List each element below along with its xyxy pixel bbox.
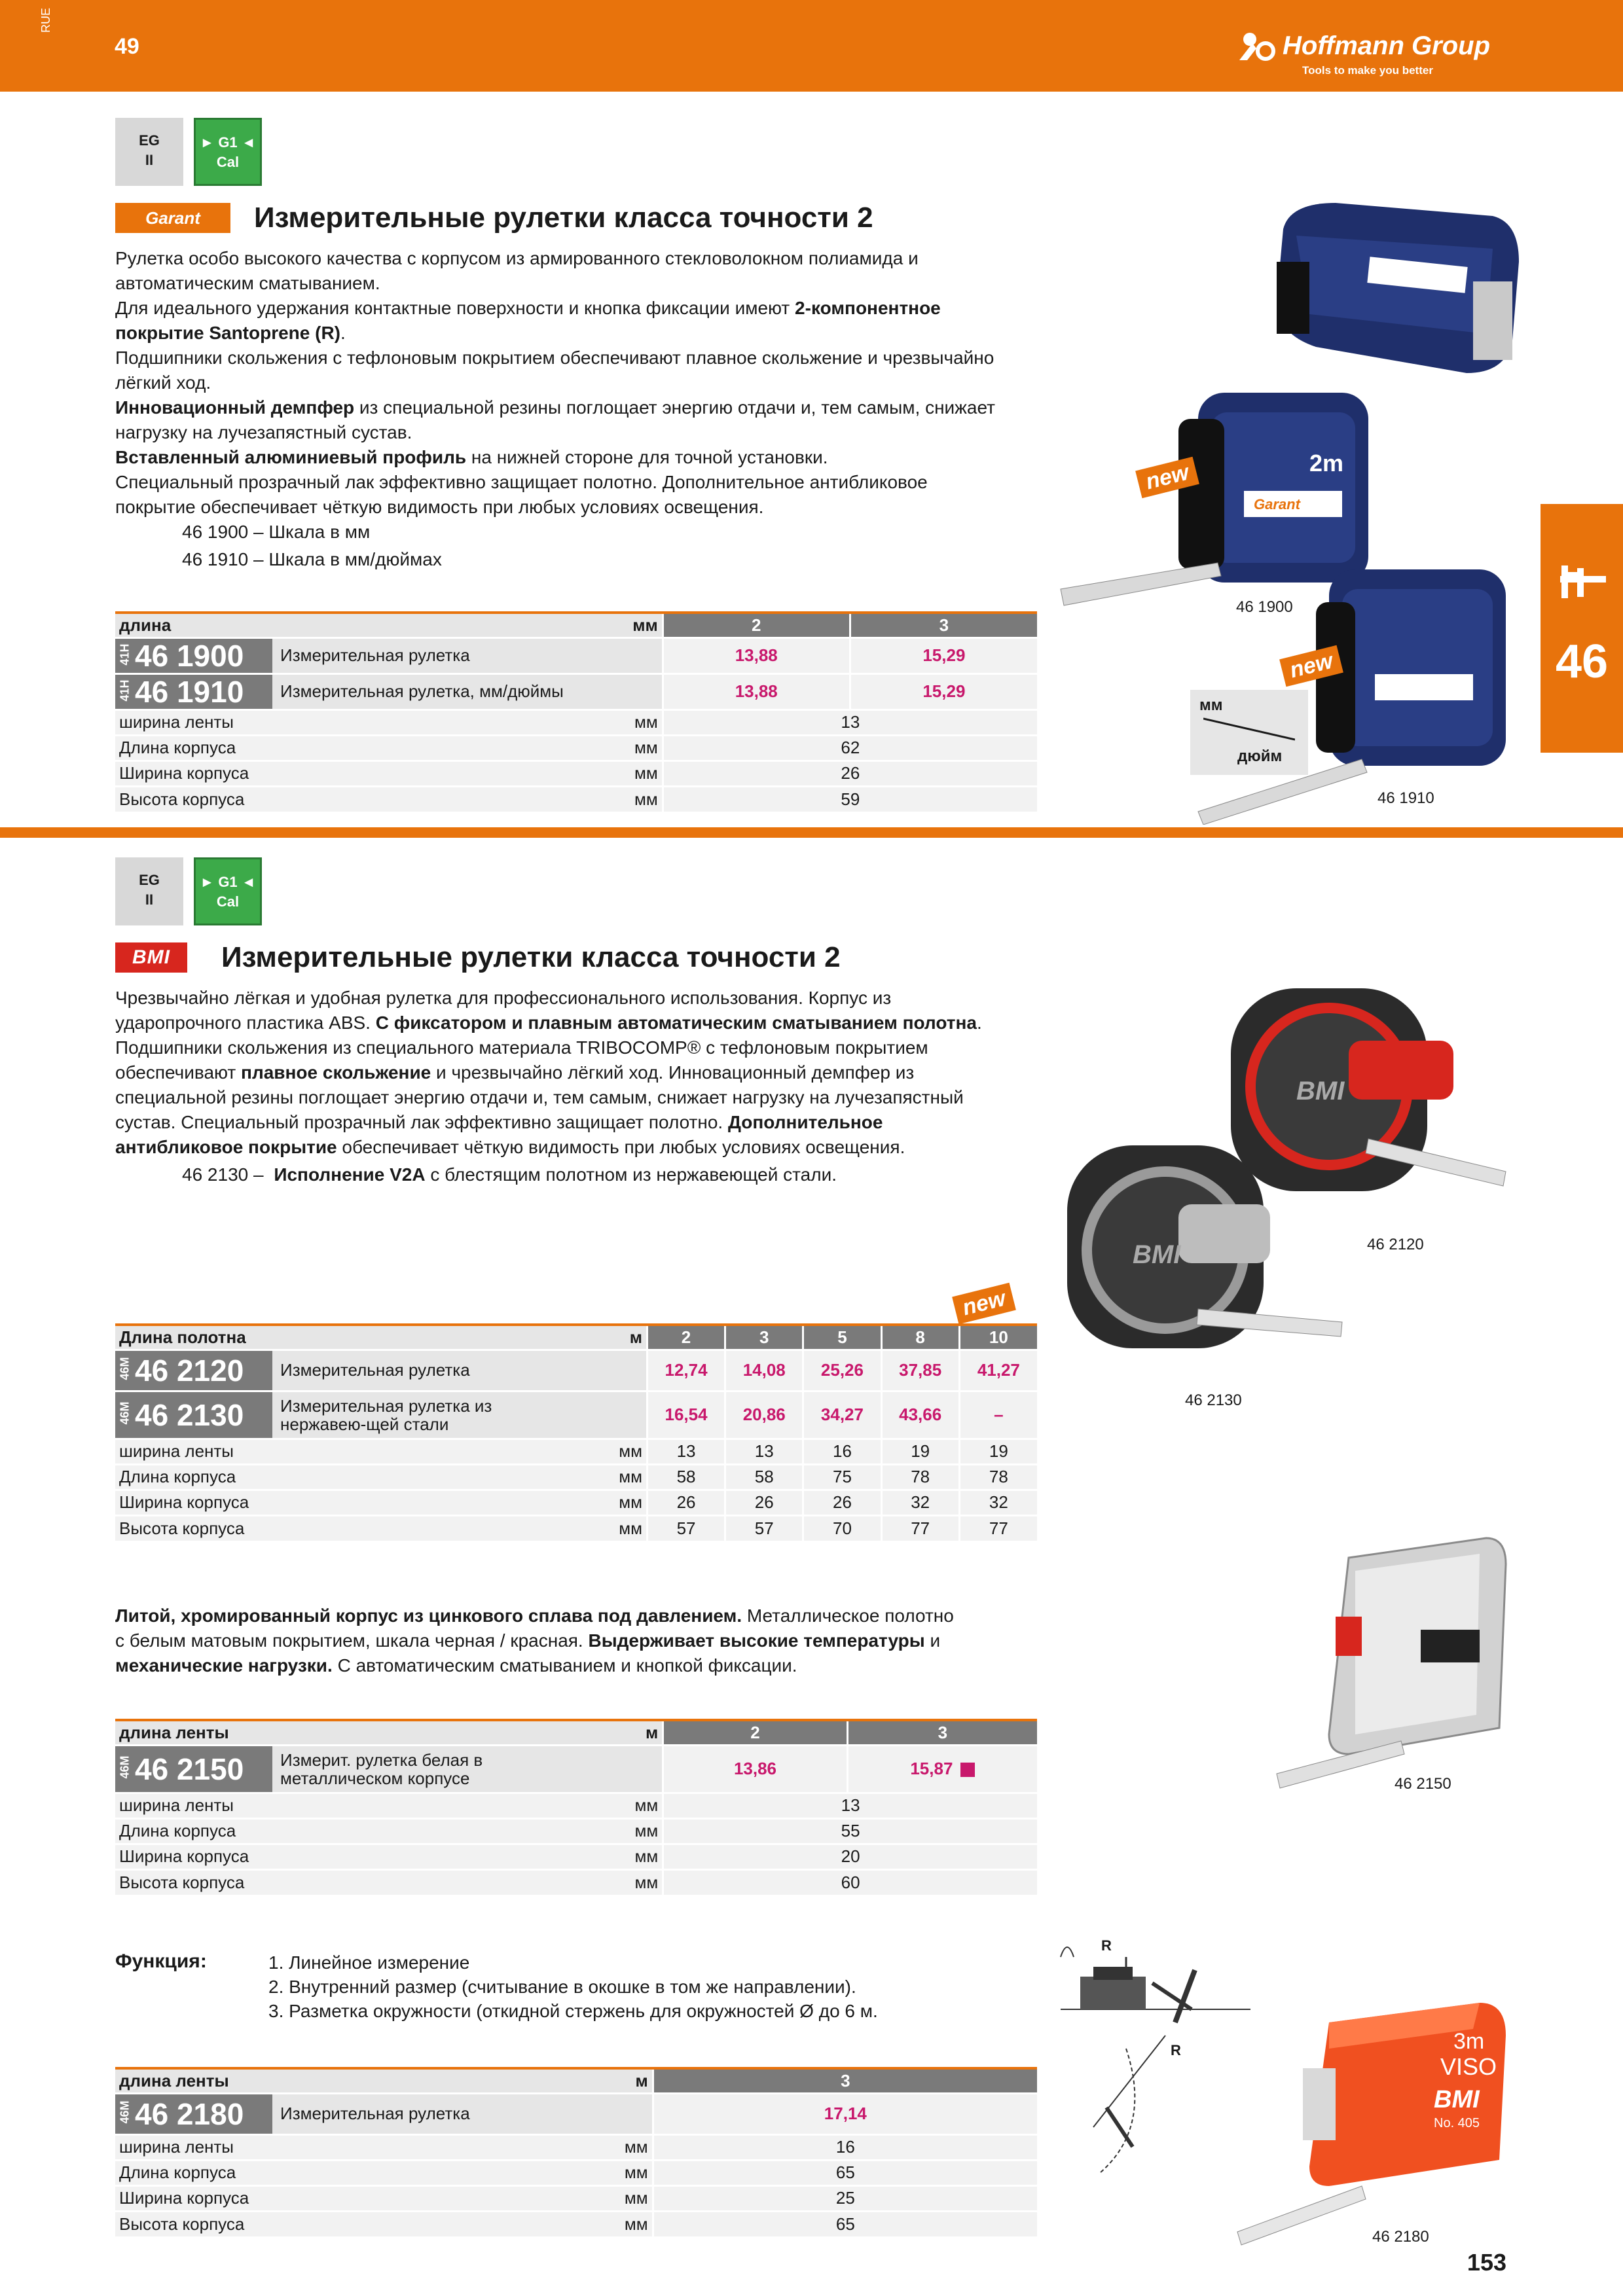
stock-marker-icon: [960, 1763, 975, 1777]
section3-table: [115, 1719, 1037, 1895]
spec-row: [115, 1464, 1037, 1490]
garant-brand-logo: Garant: [115, 203, 230, 233]
paragraph-line: [115, 1060, 982, 1085]
spec-value: 59: [663, 786, 1037, 812]
spec-value: 26: [647, 1490, 725, 1515]
text-run: Подшипники скольжения с тефлоновым покрытием обеспечивают плавное скольжение и чрезвычайно: [115, 348, 994, 368]
article-prefix: 41H: [118, 643, 132, 666]
product-label: 3m: [1453, 2029, 1485, 2054]
header-unit: м: [540, 2068, 653, 2093]
column-header: 3: [850, 613, 1037, 637]
paragraph-line: [115, 296, 995, 321]
article-number: 46 2120: [135, 1353, 244, 1388]
new-tag: new: [1279, 645, 1343, 687]
spec-row: [115, 786, 1037, 812]
spec-value: 19: [959, 1439, 1037, 1464]
section2-title: Измерительные рулетки класса точности 2: [221, 941, 841, 973]
eg-class-badge: [115, 118, 183, 186]
function-label: Функция:: [115, 1950, 207, 1972]
spec-value: 77: [881, 1515, 959, 1541]
text-run: ударопрочного пластика ABS.: [115, 1013, 376, 1033]
table-row[interactable]: [115, 673, 1037, 709]
badge-eg-line2: II: [145, 891, 154, 908]
paragraph-line: [115, 1035, 982, 1060]
spec-label: ширина ленты: [115, 709, 547, 735]
spec-value: 32: [881, 1490, 959, 1515]
function-item: 2. Внутренний размер (считывание в окошке в том же направлении).: [268, 1977, 856, 1997]
table-row[interactable]: [115, 1745, 1037, 1793]
spec-value: 60: [663, 1869, 1037, 1895]
header-label: длина ленты: [115, 2068, 540, 2093]
paragraph-line: [115, 246, 995, 271]
spec-row: [115, 2185, 1037, 2211]
chapter-tab[interactable]: [1541, 504, 1623, 753]
text-run: из специальной резины поглощает энергию отдачи и, тем самым, снижает: [354, 397, 995, 418]
spec-value: 20: [663, 1844, 1037, 1869]
spec-unit: мм: [547, 761, 663, 786]
bold-run: Литой, хромированный корпус из цинкового сплава под давлением.: [115, 1605, 742, 1626]
chapter-number: 46: [1555, 636, 1609, 688]
article-prefix: 46M: [118, 1401, 132, 1425]
table-row[interactable]: [115, 1391, 1037, 1439]
paragraph-line: [115, 1135, 982, 1160]
badge-eg-line2: II: [145, 152, 154, 168]
spec-value: 13: [663, 709, 1037, 735]
text-run: обеспечивают: [115, 1062, 242, 1083]
column-header: 3: [653, 2068, 1037, 2093]
spec-unit: мм: [540, 2185, 653, 2211]
price: 15,87: [910, 1759, 953, 1778]
spec-label: ширина ленты: [115, 1793, 548, 1818]
paragraph-line: [115, 1110, 982, 1135]
spec-unit: мм: [540, 2160, 653, 2185]
column-header: 2: [663, 613, 850, 637]
scale-note: 46 1910 – Шкала в мм/дюймах: [182, 549, 442, 569]
page-number-top: 49: [115, 34, 139, 59]
spec-row: [115, 761, 1037, 786]
bold-run: Дополнительное: [727, 1112, 883, 1132]
image-ref: 46 2150: [1395, 1775, 1451, 1793]
section1-scale-notes: [182, 520, 442, 572]
spec-unit: мм: [540, 2134, 653, 2160]
badge-eg-line1: EG: [139, 872, 160, 888]
spec-unit: мм: [548, 1869, 663, 1895]
price: 34,27: [803, 1391, 881, 1439]
text-run: покрытие обеспечивает чёткую видимость при любых условиях освещения.: [115, 497, 764, 517]
spec-value: 16: [803, 1439, 881, 1464]
article-code[interactable]: [115, 639, 272, 673]
product-label: VISO: [1440, 2053, 1497, 2080]
product-label: BMI: [1434, 2086, 1480, 2113]
unit-inch: дюйм: [1237, 747, 1283, 765]
spec-row: [115, 1793, 1037, 1818]
spec-unit: мм: [548, 1844, 663, 1869]
article-description: Измерит. рулетка белая в металлическом корпусе: [280, 1749, 483, 1788]
function-item: 3. Разметка окружности (откидной стержень для окружностей Ø до 6 м.: [268, 2001, 878, 2021]
bold-run: С фиксатором и плавным автоматическим сматыванием полотна: [375, 1013, 977, 1033]
spec-label: Длина корпуса: [115, 1818, 548, 1844]
radius-label: R: [1101, 1937, 1112, 1954]
spec-row: [115, 2211, 1037, 2236]
section4-table: [115, 2067, 1037, 2236]
header-label: длина ленты: [115, 1720, 548, 1745]
spec-row: [115, 1439, 1037, 1464]
spec-unit: мм: [536, 1464, 647, 1490]
article-code[interactable]: [115, 675, 272, 709]
unit-indicator: [1190, 690, 1308, 775]
header-unit: м: [536, 1325, 647, 1350]
paragraph-line: [115, 271, 995, 296]
text-run: с белым матовым покрытием, шкала черная / красная.: [115, 1630, 589, 1651]
price: 25,26: [803, 1350, 881, 1391]
column-header: 3: [725, 1325, 803, 1350]
image-ref: 46 2130: [1185, 1391, 1242, 1409]
text-run: С автоматическим сматыванием и кнопкой фиксации.: [332, 1655, 797, 1676]
spec-unit: мм: [540, 2211, 653, 2236]
variant-bold: Исполнение V2A: [274, 1164, 426, 1185]
spec-row: [115, 1818, 1037, 1844]
spec-label: Высота корпуса: [115, 1869, 548, 1895]
spec-row: [115, 1490, 1037, 1515]
page-number: 153: [1467, 2249, 1506, 2276]
scale-note: 46 1900 – Шкала в мм: [182, 522, 371, 542]
column-header: 2: [647, 1325, 725, 1350]
spec-row: [115, 2134, 1037, 2160]
spec-value: 58: [725, 1464, 803, 1490]
bold-run: Выдерживает высокие температуры: [588, 1630, 925, 1651]
article-prefix: 46M: [118, 1755, 132, 1779]
variant-code: 46 2130 –: [182, 1164, 264, 1185]
variant-rest: с блестящим полотном из нержавеющей стали.: [425, 1164, 837, 1185]
spec-row: [115, 2160, 1037, 2185]
article-code[interactable]: [115, 2094, 272, 2134]
text-run: обеспечивает чёткую видимость при любых условиях освещения.: [337, 1137, 905, 1157]
spec-label: Ширина корпуса: [115, 1844, 548, 1869]
spec-value: 13: [647, 1439, 725, 1464]
price: –: [959, 1391, 1037, 1439]
tape-measure-image: [1061, 1139, 1349, 1374]
spec-unit: мм: [548, 1793, 663, 1818]
spec-label: Ширина корпуса: [115, 2185, 540, 2211]
product-label: No. 405: [1434, 2116, 1480, 2130]
spec-label: Длина корпуса: [115, 735, 547, 761]
text-run: нагрузку на лучезапястный сустав.: [115, 422, 412, 442]
article-number: 46 2130: [135, 1397, 244, 1432]
section3-description: [115, 1604, 954, 1678]
spec-unit: мм: [547, 786, 663, 812]
spec-value: 57: [725, 1515, 803, 1541]
spec-value: 19: [881, 1439, 959, 1464]
spec-label: Высота корпуса: [115, 1515, 536, 1541]
header-label: длина: [115, 613, 547, 637]
product-label: Garant: [1254, 496, 1300, 512]
header-unit: мм: [547, 613, 663, 637]
paragraph-line: [115, 370, 995, 395]
text-run: специальной резины поглощает энергию отдачи и, тем самым, снижает нагрузку на лучезапястный: [115, 1087, 964, 1107]
product-label: BMI: [1133, 1240, 1181, 1269]
section1-description: [115, 246, 995, 520]
spec-value: 13: [663, 1793, 1037, 1818]
tape-measure-image: [1270, 1532, 1519, 1806]
text-run: лёгкий ход.: [115, 372, 211, 393]
price: 14,08: [725, 1350, 803, 1391]
diagonal-line-icon: [1203, 716, 1295, 742]
price: 13,86: [663, 1745, 848, 1793]
text-run: .: [976, 1013, 982, 1033]
spec-value: 55: [663, 1818, 1037, 1844]
spec-label: Ширина корпуса: [115, 761, 547, 786]
spec-unit: мм: [547, 709, 663, 735]
paragraph-line: [115, 495, 995, 520]
paragraph-line: [115, 470, 995, 495]
spec-label: Длина корпуса: [115, 2160, 540, 2185]
price: 15,29: [850, 673, 1037, 709]
spec-row: [115, 709, 1037, 735]
column-header: 10: [959, 1325, 1037, 1350]
spec-label: Длина корпуса: [115, 1464, 536, 1490]
spec-value: 70: [803, 1515, 881, 1541]
language-code: RUE: [39, 7, 52, 33]
paragraph-line: [115, 445, 995, 470]
article-code[interactable]: [115, 1392, 272, 1438]
spec-value: 58: [647, 1464, 725, 1490]
column-header: 3: [847, 1720, 1037, 1745]
spec-label: Высота корпуса: [115, 786, 547, 812]
unit-mm: мм: [1199, 696, 1223, 714]
badge-g1-line1: ► G1 ◄: [200, 874, 256, 890]
text-run: сустав. Специальный прозрачный лак эффективно защищает полотно.: [115, 1112, 728, 1132]
calibration-badge: [194, 857, 262, 925]
column-header: 8: [881, 1325, 959, 1350]
bold-run: механические нагрузки.: [115, 1655, 333, 1676]
badge-eg-line1: EG: [139, 132, 160, 149]
paragraph-line: [115, 986, 982, 1011]
product-label: 2m: [1309, 450, 1344, 476]
spec-label: ширина ленты: [115, 2134, 540, 2160]
price: 17,14: [653, 2093, 1037, 2134]
new-tag: new: [952, 1283, 1016, 1325]
text-run: Металлическое полотно: [742, 1605, 954, 1626]
text-run: Подшипники скольжения из специального материала TRIBOCOMP® с тефлоновым покрытием: [115, 1037, 928, 1058]
section1-table: [115, 611, 1037, 812]
brand-name: Hoffmann Group: [1283, 31, 1491, 60]
eg-class-badge: [115, 857, 183, 925]
paragraph-line: [115, 346, 995, 370]
text-run: автоматическим сматыванием.: [115, 273, 380, 293]
article-description: Измерительная рулетка: [280, 1360, 470, 1380]
article-prefix: 46M: [118, 1357, 132, 1380]
article-number: 46 1910: [135, 674, 244, 709]
article-prefix: 41H: [118, 679, 132, 702]
function-item: 1. Линейное измерение: [268, 1952, 470, 1973]
text-run: Чрезвычайно лёгкая и удобная рулетка для профессионального использования. Корпус из: [115, 988, 892, 1008]
spec-value: 65: [653, 2211, 1037, 2236]
text-run: Специальный прозрачный лак эффективно защищает полотно. Дополнительное антибликовое: [115, 472, 928, 492]
price: 12,74: [647, 1350, 725, 1391]
paragraph-line: [115, 1604, 954, 1628]
image-ref: 46 1910: [1377, 789, 1434, 807]
section-divider: [0, 827, 1623, 838]
brand-tagline: Tools to make you better: [1302, 64, 1433, 77]
paragraph-line: [115, 1628, 954, 1653]
price: 13,88: [663, 637, 850, 673]
section1-title: Измерительные рулетки класса точности 2: [254, 202, 873, 234]
spec-row: [115, 1869, 1037, 1895]
price: 15,29: [850, 637, 1037, 673]
spec-row: [115, 1515, 1037, 1541]
text-run: и чрезвычайно лёгкий ход. Инновационный демпфер из: [431, 1062, 915, 1083]
spec-label: Высота корпуса: [115, 2211, 540, 2236]
image-ref: 46 1900: [1236, 598, 1293, 616]
calibration-badge: [194, 118, 262, 186]
badge-g1-line1: ► G1 ◄: [200, 134, 256, 151]
text-run: и: [924, 1630, 941, 1651]
spec-unit: мм: [536, 1439, 647, 1464]
article-description: Измерительная рулетка из нержавею-щей стали: [280, 1395, 492, 1434]
price: 41,27: [959, 1350, 1037, 1391]
header-label: Длина полотна: [115, 1325, 536, 1350]
product-label: BMI: [1296, 1077, 1345, 1105]
column-header: 5: [803, 1325, 881, 1350]
spec-value: 57: [647, 1515, 725, 1541]
text-run: на нижней стороне для точной установки.: [466, 447, 828, 467]
price: 16,54: [647, 1391, 725, 1439]
bold-run: антибликовое покрытие: [115, 1137, 337, 1157]
bold-run: плавное скольжение: [241, 1062, 431, 1083]
bold-run: покрытие Santoprene (R): [115, 323, 340, 343]
article-number: 46 1900: [135, 638, 244, 673]
spec-value: 78: [881, 1464, 959, 1490]
paragraph-line: [115, 395, 995, 420]
text-run: .: [340, 323, 346, 343]
spec-value: 16: [653, 2134, 1037, 2160]
bmi-brand-logo: BMI: [115, 942, 187, 973]
spec-value: 32: [959, 1490, 1037, 1515]
price: 37,85: [881, 1350, 959, 1391]
paragraph-line: [115, 1085, 982, 1110]
paragraph-line: [115, 1653, 954, 1678]
spec-value: 62: [663, 735, 1037, 761]
text-run: Рулетка особо высокого качества с корпусом из армированного стекловолокном полиамида и: [115, 248, 919, 268]
bold-run: Вставленный алюминиевый профиль: [115, 447, 467, 467]
spec-value: 65: [653, 2160, 1037, 2185]
spec-row: [115, 1844, 1037, 1869]
article-prefix: 46M: [118, 2100, 132, 2124]
paragraph-line: [115, 1011, 982, 1035]
tape-measure-image: [1257, 190, 1532, 386]
hoffmann-logo-icon: [1237, 30, 1276, 63]
spec-value: 78: [959, 1464, 1037, 1490]
spec-unit: мм: [547, 735, 663, 761]
price: 43,66: [881, 1391, 959, 1439]
paragraph-line: [115, 420, 995, 445]
caliper-icon: [1555, 563, 1610, 602]
spec-value: 77: [959, 1515, 1037, 1541]
radius-label: R: [1171, 2042, 1181, 2058]
price: 13,88: [663, 673, 850, 709]
spec-unit: мм: [536, 1515, 647, 1541]
brand-logo[interactable]: [1237, 27, 1512, 80]
table-row[interactable]: [115, 2093, 1037, 2134]
function-list: [268, 1950, 878, 2023]
image-ref: 46 2120: [1367, 1236, 1424, 1253]
spec-value: 26: [663, 761, 1037, 786]
article-number: 46 2150: [135, 1751, 244, 1786]
badge-g1-line2: Cal: [216, 893, 240, 910]
article-description: Измерительная рулетка: [280, 645, 470, 665]
spec-value: 26: [725, 1490, 803, 1515]
paragraph-line: [115, 321, 995, 346]
article-code[interactable]: [115, 1351, 272, 1390]
table-row[interactable]: [115, 637, 1037, 673]
price: 20,86: [725, 1391, 803, 1439]
spec-label: Ширина корпуса: [115, 1490, 536, 1515]
column-header: 2: [663, 1720, 848, 1745]
spec-value: 13: [725, 1439, 803, 1464]
spec-value: 25: [653, 2185, 1037, 2211]
new-tag: new: [1135, 457, 1199, 499]
spec-label: ширина ленты: [115, 1439, 536, 1464]
section2-table: [115, 1323, 1037, 1541]
bold-run: Инновационный демпфер: [115, 397, 355, 418]
tape-measure-image: [1231, 1990, 1519, 2251]
header-unit: м: [548, 1720, 663, 1745]
spec-row: [115, 735, 1037, 761]
article-description: Измерительная рулетка: [280, 2104, 470, 2123]
section2-variant-note: [182, 1162, 837, 1187]
spec-unit: мм: [536, 1490, 647, 1515]
table-row[interactable]: [115, 1350, 1037, 1391]
image-ref: 46 2180: [1372, 2228, 1429, 2246]
article-code[interactable]: [115, 1746, 272, 1792]
spec-unit: мм: [548, 1818, 663, 1844]
article-description: Измерительная рулетка, мм/дюймы: [280, 681, 564, 701]
section2-description: [115, 986, 982, 1160]
spec-value: 26: [803, 1490, 881, 1515]
bold-run: 2-компонентное: [795, 298, 941, 318]
badge-g1-line2: Cal: [216, 154, 240, 170]
text-run: Для идеального удержания контактные поверхности и кнопка фиксации имеют: [115, 298, 795, 318]
article-number: 46 2180: [135, 2096, 244, 2131]
spec-value: 75: [803, 1464, 881, 1490]
